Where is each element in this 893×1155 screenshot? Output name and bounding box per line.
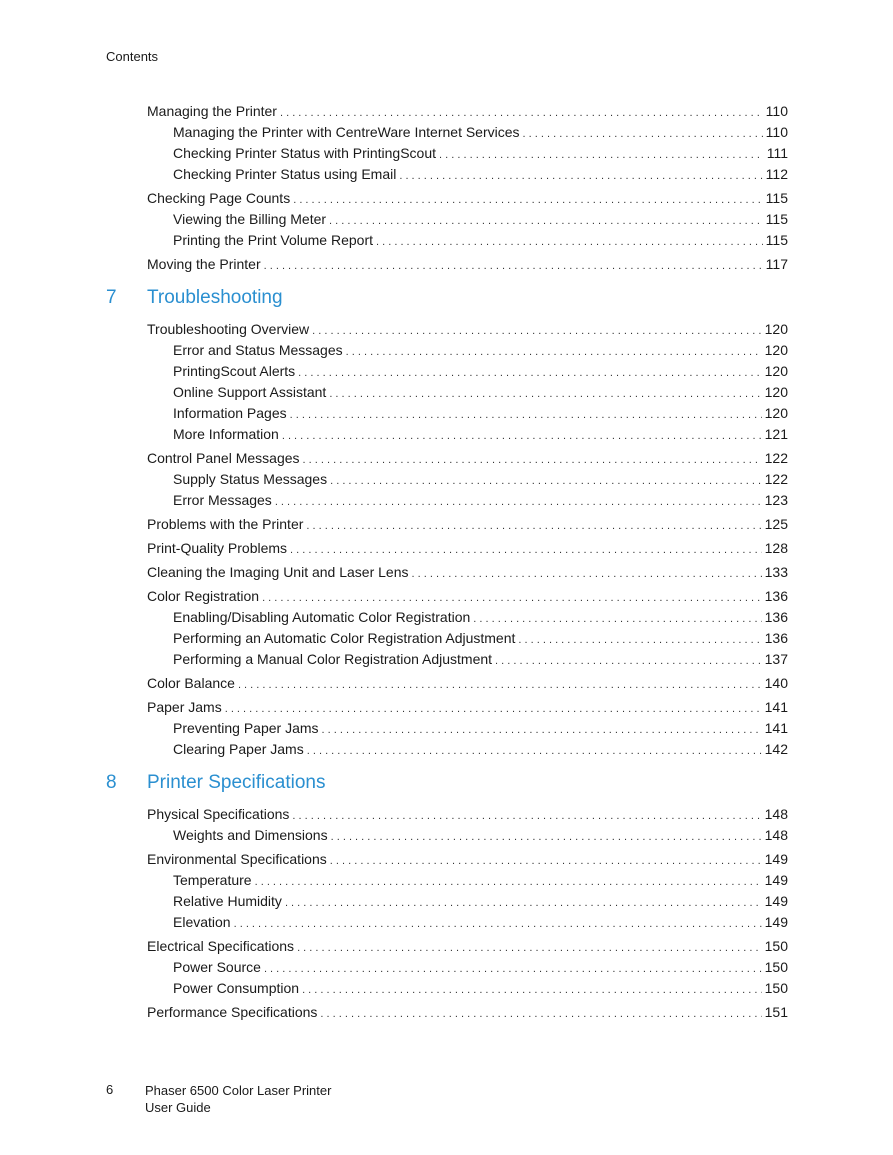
footer-guide-name: User Guide bbox=[145, 1100, 211, 1115]
toc-page-number: 111 bbox=[766, 145, 788, 161]
toc-dot-leader bbox=[225, 700, 762, 719]
toc-page-number: 137 bbox=[764, 651, 788, 667]
toc-page-number: 149 bbox=[764, 914, 788, 930]
table-of-contents bbox=[106, 99, 788, 1024]
toc-dot-leader bbox=[306, 517, 761, 536]
footer-page-number: 6 bbox=[106, 1082, 114, 1097]
toc-section-entry[interactable] bbox=[106, 449, 788, 470]
toc-dot-leader bbox=[399, 167, 762, 186]
toc-entry-title: Performance Specifications bbox=[147, 1004, 318, 1020]
toc-entry-title: Error Messages bbox=[173, 492, 272, 508]
toc-entry-title: Checking Page Counts bbox=[147, 190, 291, 206]
chapter-number: 8 bbox=[106, 772, 117, 793]
toc-section-entry[interactable] bbox=[106, 255, 788, 276]
toc-dot-leader bbox=[238, 676, 762, 695]
toc-page-number: 136 bbox=[764, 609, 788, 625]
toc-subsection-entry[interactable] bbox=[106, 826, 788, 847]
toc-entry-title: Physical Specifications bbox=[147, 806, 290, 822]
toc-dot-leader bbox=[293, 191, 762, 210]
toc-subsection-entry[interactable] bbox=[106, 608, 788, 629]
toc-entry-title: Supply Status Messages bbox=[173, 471, 328, 487]
toc-dot-leader bbox=[290, 541, 762, 560]
toc-entry-title: Moving the Printer bbox=[147, 256, 261, 272]
toc-entry-title: Checking Printer Status using Email bbox=[173, 166, 397, 182]
toc-page-number: 149 bbox=[764, 872, 788, 888]
toc-entry-title: Weights and Dimensions bbox=[173, 827, 328, 843]
toc-entry-title: Managing the Printer with CentreWare Internet Services bbox=[173, 124, 520, 140]
chapter-title: Troubleshooting bbox=[147, 287, 283, 308]
toc-page-number: 115 bbox=[765, 190, 788, 206]
toc-page-number: 141 bbox=[764, 699, 788, 715]
toc-dot-leader bbox=[297, 939, 762, 958]
toc-dot-leader bbox=[280, 104, 763, 123]
toc-dot-leader bbox=[285, 894, 762, 913]
toc-dot-leader bbox=[412, 565, 762, 584]
toc-entry-title: Enabling/Disabling Automatic Color Registration bbox=[173, 609, 471, 625]
toc-page-number: 110 bbox=[765, 124, 788, 140]
toc-page-number: 120 bbox=[764, 363, 788, 379]
toc-entry-title: Information Pages bbox=[173, 405, 287, 421]
toc-page-number: 115 bbox=[765, 232, 788, 248]
toc-dot-leader bbox=[322, 721, 762, 740]
toc-section-entry[interactable] bbox=[106, 587, 788, 608]
toc-dot-leader bbox=[473, 610, 761, 629]
toc-entry-title: Viewing the Billing Meter bbox=[173, 211, 327, 227]
toc-entry-title: Troubleshooting Overview bbox=[147, 321, 310, 337]
toc-page-number: 121 bbox=[764, 426, 788, 442]
toc-subsection-entry[interactable] bbox=[106, 425, 788, 446]
toc-entry-title: Clearing Paper Jams bbox=[173, 741, 304, 757]
toc-page-number: 115 bbox=[765, 211, 788, 227]
toc-page-number: 120 bbox=[764, 342, 788, 358]
toc-entry-title: Color Registration bbox=[147, 588, 260, 604]
toc-dot-leader bbox=[331, 828, 762, 847]
chapter-number: 7 bbox=[106, 287, 117, 308]
toc-entry-title: Print-Quality Problems bbox=[147, 540, 288, 556]
chapter-heading bbox=[106, 770, 788, 796]
toc-subsection-entry[interactable] bbox=[106, 210, 788, 231]
toc-dot-leader bbox=[329, 385, 761, 404]
chapter-heading bbox=[106, 285, 788, 311]
toc-section-entry[interactable] bbox=[106, 937, 788, 958]
toc-section-entry[interactable] bbox=[106, 1003, 788, 1024]
toc-dot-leader bbox=[234, 915, 762, 934]
toc-entry-title: Performing a Manual Color Registration Adjustment bbox=[173, 651, 493, 667]
toc-page-number: 128 bbox=[764, 540, 788, 556]
toc-section-entry[interactable] bbox=[106, 189, 788, 210]
toc-section-entry[interactable] bbox=[106, 515, 788, 536]
toc-dot-leader bbox=[346, 343, 762, 362]
toc-section-entry[interactable] bbox=[106, 563, 788, 584]
toc-entry-title: Online Support Assistant bbox=[173, 384, 327, 400]
toc-subsection-entry[interactable] bbox=[106, 404, 788, 425]
toc-page-number: 140 bbox=[764, 675, 788, 691]
toc-entry-title: Relative Humidity bbox=[173, 893, 282, 909]
toc-dot-leader bbox=[275, 493, 762, 512]
toc-page-number: 117 bbox=[765, 256, 788, 272]
toc-page-number: 122 bbox=[764, 471, 788, 487]
toc-entry-title: Checking Printer Status with PrintingScout bbox=[173, 145, 437, 161]
running-header: Contents bbox=[106, 49, 159, 64]
toc-entry-title: Preventing Paper Jams bbox=[173, 720, 319, 736]
toc-entry-title: Paper Jams bbox=[147, 699, 222, 715]
toc-page-number: 150 bbox=[764, 959, 788, 975]
toc-entry-title: Temperature bbox=[173, 872, 252, 888]
toc-dot-leader bbox=[523, 125, 763, 144]
toc-entry-title: Cleaning the Imaging Unit and Laser Lens bbox=[147, 564, 409, 580]
toc-subsection-entry[interactable] bbox=[106, 362, 788, 383]
toc-dot-leader bbox=[439, 146, 764, 165]
toc-dot-leader bbox=[518, 631, 761, 650]
toc-page-number: 120 bbox=[764, 321, 788, 337]
toc-entry-title: Control Panel Messages bbox=[147, 450, 300, 466]
toc-subsection-entry[interactable] bbox=[106, 871, 788, 892]
toc-page-number: 110 bbox=[765, 103, 788, 119]
toc-entry-title: Elevation bbox=[173, 914, 231, 930]
toc-page-number: 120 bbox=[764, 384, 788, 400]
toc-entry-title: Error and Status Messages bbox=[173, 342, 343, 358]
toc-subsection-entry[interactable] bbox=[106, 231, 788, 252]
toc-page-number: 148 bbox=[764, 806, 788, 822]
toc-subsection-entry[interactable] bbox=[106, 913, 788, 934]
toc-dot-leader bbox=[302, 981, 762, 1000]
toc-dot-leader bbox=[330, 472, 762, 491]
toc-section-entry[interactable] bbox=[106, 850, 788, 871]
toc-dot-leader bbox=[303, 451, 762, 470]
toc-entry-title: Color Balance bbox=[147, 675, 235, 691]
toc-page-number: 150 bbox=[764, 980, 788, 996]
toc-page-number: 148 bbox=[764, 827, 788, 843]
toc-page-number: 125 bbox=[764, 516, 788, 532]
toc-dot-leader bbox=[282, 427, 762, 446]
toc-subsection-entry[interactable] bbox=[106, 719, 788, 740]
toc-dot-leader bbox=[329, 212, 763, 231]
toc-entry-title: More Information bbox=[173, 426, 279, 442]
toc-dot-leader bbox=[264, 257, 763, 276]
toc-subsection-entry[interactable] bbox=[106, 165, 788, 186]
toc-subsection-entry[interactable] bbox=[106, 383, 788, 404]
toc-entry-title: PrintingScout Alerts bbox=[173, 363, 296, 379]
toc-subsection-entry[interactable] bbox=[106, 470, 788, 491]
toc-page-number: 136 bbox=[764, 630, 788, 646]
toc-subsection-entry[interactable] bbox=[106, 123, 788, 144]
toc-dot-leader bbox=[495, 652, 762, 671]
toc-dot-leader bbox=[330, 852, 762, 871]
toc-subsection-entry[interactable] bbox=[106, 650, 788, 671]
toc-dot-leader bbox=[262, 589, 762, 608]
toc-dot-leader bbox=[376, 233, 763, 252]
toc-section-entry[interactable] bbox=[106, 698, 788, 719]
toc-dot-leader bbox=[307, 742, 762, 761]
toc-page-number: 149 bbox=[764, 893, 788, 909]
toc-dot-leader bbox=[290, 406, 762, 425]
toc-subsection-entry[interactable] bbox=[106, 892, 788, 913]
toc-dot-leader bbox=[292, 807, 761, 826]
footer-product-info bbox=[145, 1082, 331, 1116]
toc-section-entry[interactable] bbox=[106, 805, 788, 826]
chapter-title: Printer Specifications bbox=[147, 772, 326, 793]
toc-page-number: 141 bbox=[764, 720, 788, 736]
toc-entry-title: Problems with the Printer bbox=[147, 516, 304, 532]
toc-page-number: 133 bbox=[764, 564, 788, 580]
toc-subsection-entry[interactable] bbox=[106, 958, 788, 979]
toc-entry-title: Electrical Specifications bbox=[147, 938, 295, 954]
toc-subsection-entry[interactable] bbox=[106, 979, 788, 1000]
toc-subsection-entry[interactable] bbox=[106, 629, 788, 650]
toc-page-number: 136 bbox=[764, 588, 788, 604]
toc-dot-leader bbox=[312, 322, 762, 341]
toc-page-number: 149 bbox=[764, 851, 788, 867]
toc-page-number: 123 bbox=[764, 492, 788, 508]
toc-page-number: 150 bbox=[764, 938, 788, 954]
toc-section-entry[interactable] bbox=[106, 539, 788, 560]
toc-subsection-entry[interactable] bbox=[106, 144, 788, 165]
toc-page-number: 112 bbox=[765, 166, 788, 182]
toc-entry-title: Power Source bbox=[173, 959, 261, 975]
toc-section-entry[interactable] bbox=[106, 674, 788, 695]
toc-section-entry[interactable] bbox=[106, 102, 788, 123]
footer-product-name: Phaser 6500 Color Laser Printer bbox=[145, 1083, 332, 1098]
toc-entry-title: Power Consumption bbox=[173, 980, 300, 996]
toc-entry-title: Managing the Printer bbox=[147, 103, 277, 119]
toc-entry-title: Printing the Print Volume Report bbox=[173, 232, 373, 248]
toc-subsection-entry[interactable] bbox=[106, 491, 788, 512]
toc-dot-leader bbox=[298, 364, 761, 383]
toc-subsection-entry[interactable] bbox=[106, 740, 788, 761]
toc-dot-leader bbox=[255, 873, 762, 892]
toc-page-number: 142 bbox=[764, 741, 788, 757]
toc-entry-title: Performing an Automatic Color Registration Adjustment bbox=[173, 630, 516, 646]
toc-dot-leader bbox=[264, 960, 762, 979]
toc-page-number: 122 bbox=[764, 450, 788, 466]
toc-subsection-entry[interactable] bbox=[106, 341, 788, 362]
toc-dot-leader bbox=[320, 1005, 761, 1024]
toc-entry-title: Environmental Specifications bbox=[147, 851, 327, 867]
toc-page-number: 120 bbox=[764, 405, 788, 421]
toc-page-number: 151 bbox=[764, 1004, 788, 1020]
toc-section-entry[interactable] bbox=[106, 320, 788, 341]
